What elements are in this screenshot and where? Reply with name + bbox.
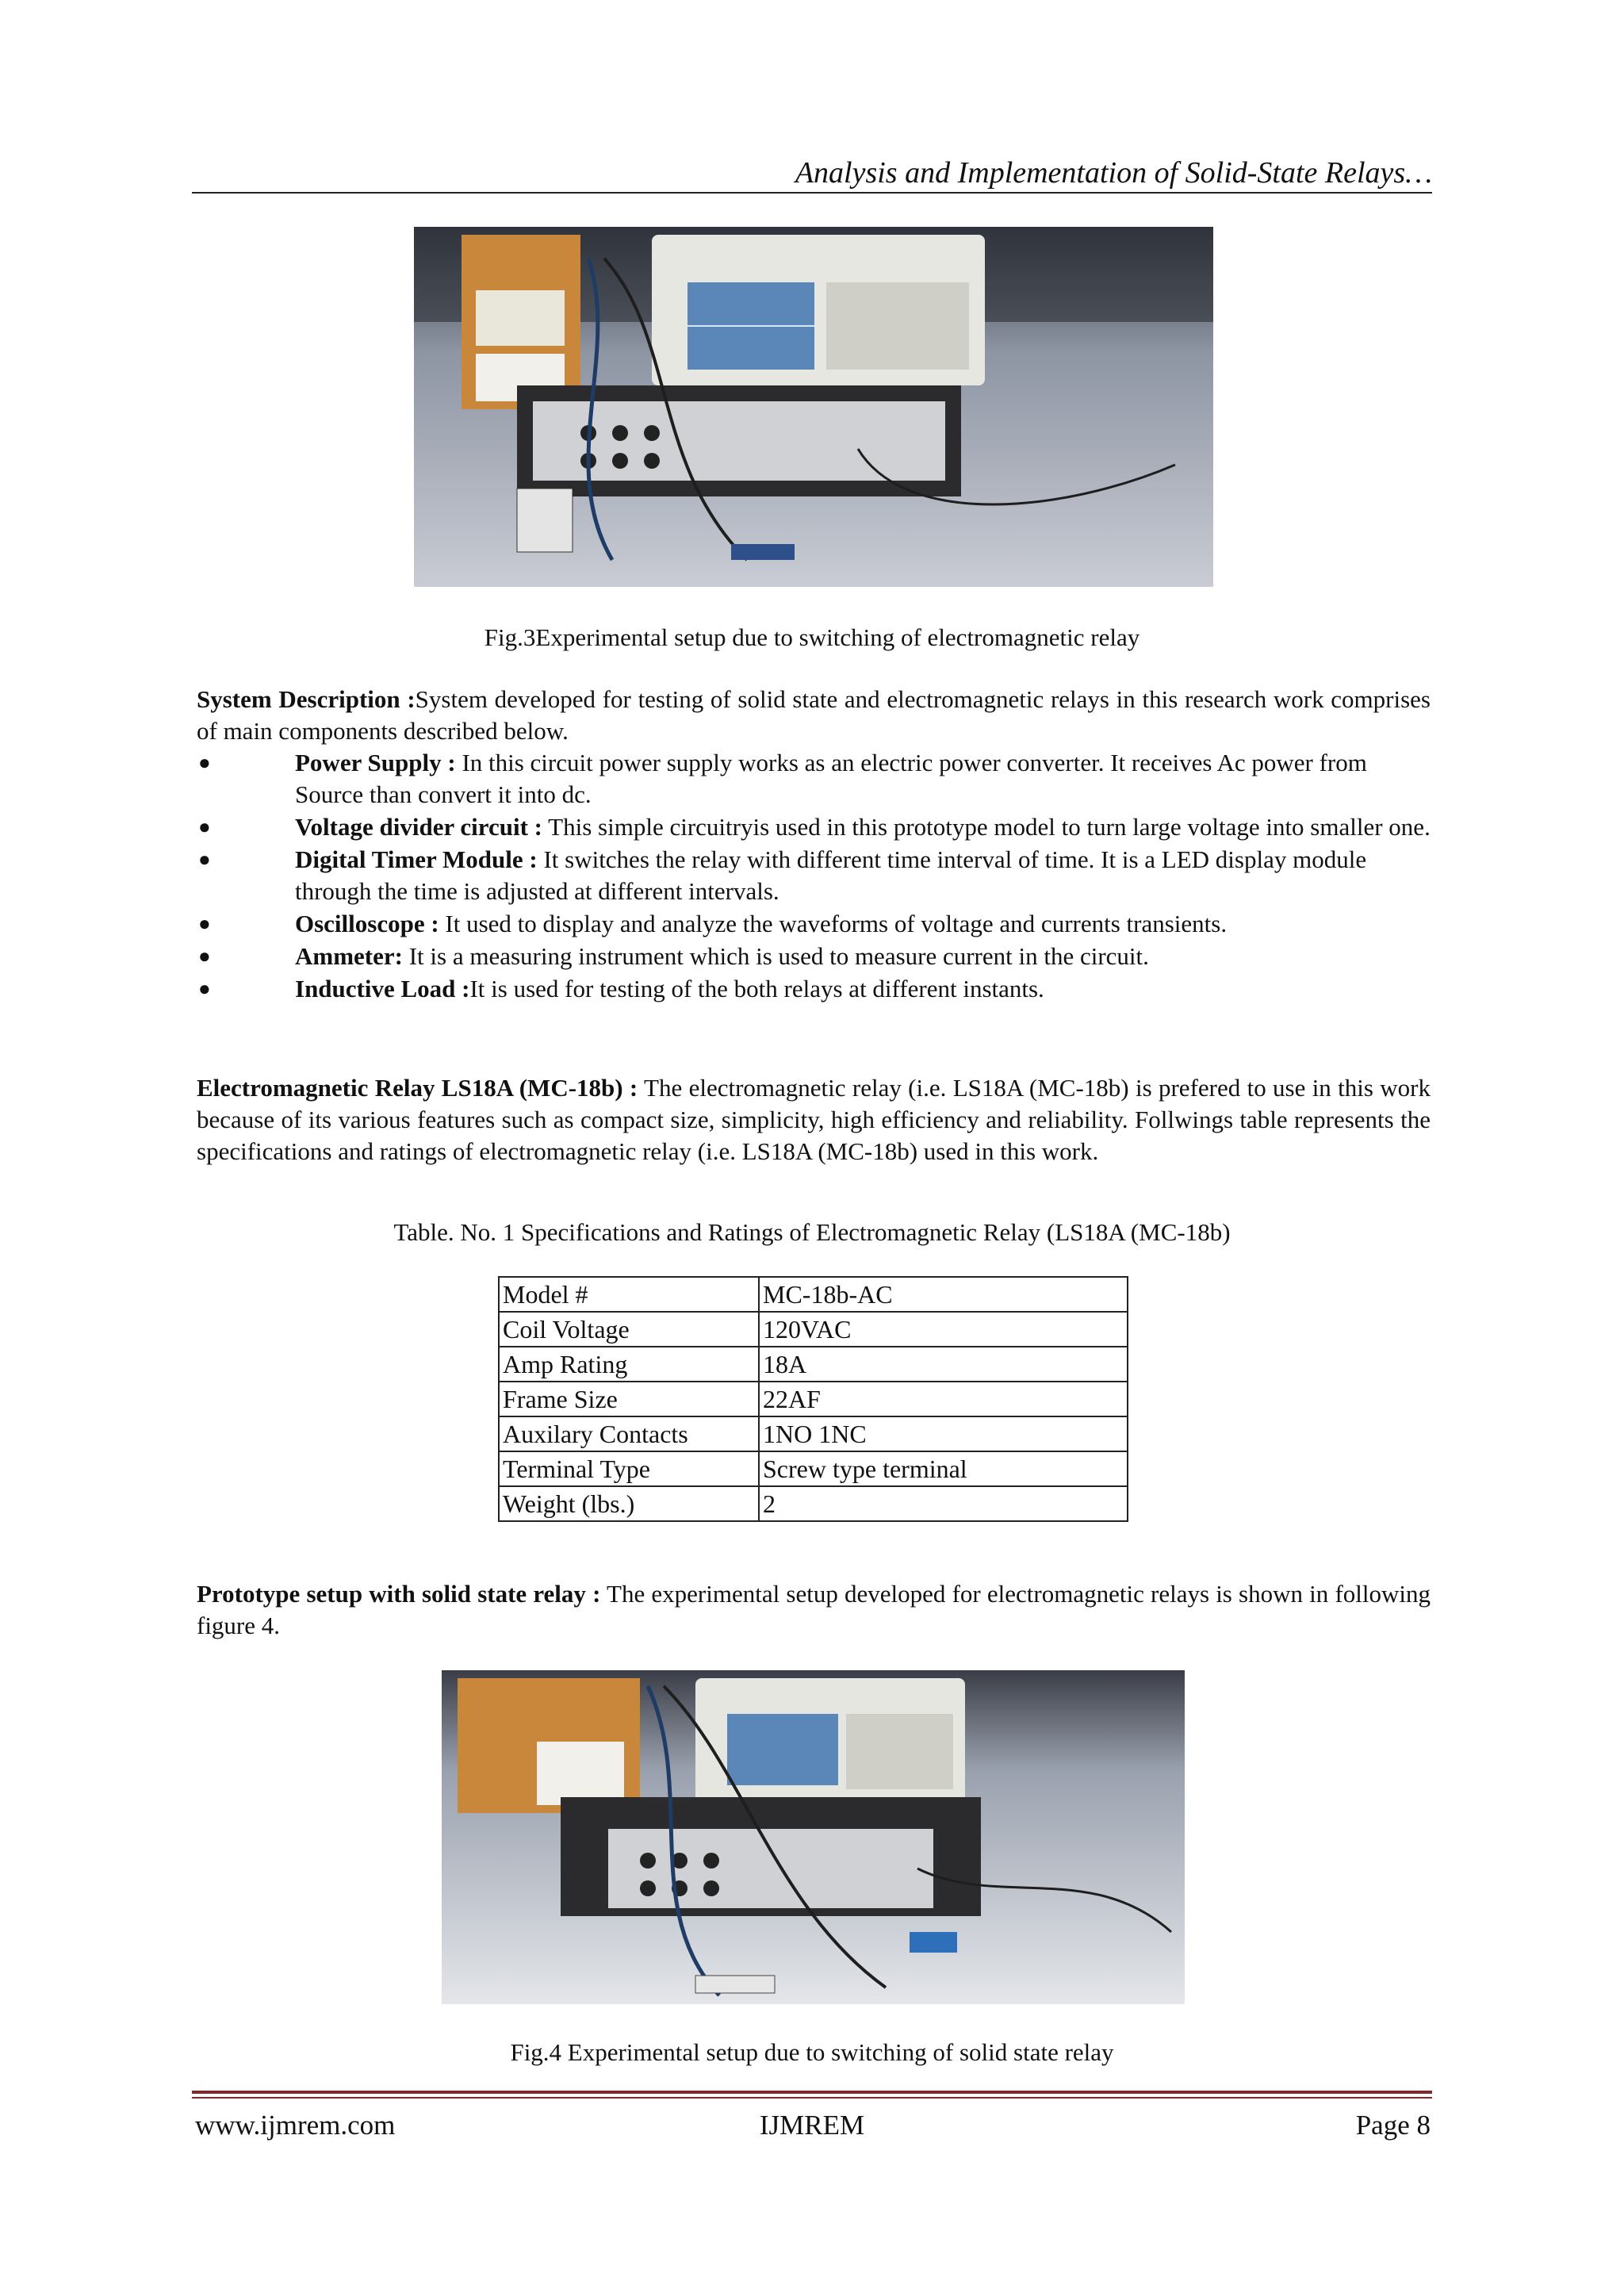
fig3-photo-illustration	[414, 227, 1213, 587]
system-description-text: System developed for testing of solid state and electromagnetic relays in this research work comprises of main components described below.	[197, 685, 1431, 745]
table-cell-key: Terminal Type	[499, 1451, 759, 1486]
table-cell-value: MC-18b-AC	[759, 1277, 1128, 1312]
list-item-text: It is a measuring instrument which is used to measure current in the circuit.	[402, 942, 1149, 970]
fig4-photo-illustration	[442, 1670, 1185, 2004]
prototype-paragraph	[197, 1578, 1431, 1642]
prototype-text: The experimental setup developed for electromagnetic relays is shown in following figure 4.	[197, 1580, 1431, 1639]
table-cell-value: 1NO 1NC	[759, 1416, 1128, 1451]
table-cell-key: Coil Voltage	[499, 1312, 759, 1347]
footer-journal: IJMREM	[759, 2110, 865, 2141]
table-cell-value: 22AF	[759, 1382, 1128, 1416]
bullet-icon: ●	[198, 815, 211, 838]
list-item-term: Voltage divider circuit :	[295, 813, 542, 841]
bullet-icon: ●	[198, 912, 211, 935]
electromagnetic-relay-paragraph	[197, 1072, 1431, 1167]
fig3-caption: Fig.3Experimental setup due to switching of electromagnetic relay	[484, 623, 1140, 651]
list-item	[197, 941, 1431, 972]
list-item-term: Digital Timer Module :	[295, 845, 538, 873]
bullet-icon: ●	[198, 977, 211, 1000]
electromagnetic-relay-text: The electromagnetic relay (i.e. LS18A (MC-18b) is prefered to use in this work because of its various features such as compact size, simplicity, high efficiency and reliability. Follwings table represents the specifications and ratings of electromagnetic relay (i.e. LS18A (MC-18b) used in this work.	[197, 1074, 1431, 1165]
list-item-text: It used to display and analyze the waveforms of voltage and currents transients.	[439, 910, 1228, 937]
table-caption: Table. No. 1 Specifications and Ratings of Electromagnetic Relay (LS18A (MC-18b)	[393, 1218, 1231, 1246]
footer-rule-thick	[192, 2091, 1432, 2094]
table-row	[499, 1312, 1128, 1347]
table-row	[499, 1347, 1128, 1382]
system-description-heading: System Description :	[197, 685, 416, 713]
list-item-text: It is used for testing of the both relays at different instants.	[469, 975, 1044, 1002]
footer-website: www.ijmrem.com	[195, 2110, 396, 2141]
bullet-icon: ●	[198, 945, 211, 968]
table-cell-key: Frame Size	[499, 1382, 759, 1416]
list-item	[197, 747, 1431, 811]
specifications-table	[498, 1276, 1128, 1522]
list-item-text: In this circuit power supply works as an electric power converter. It receives Ac power from Source than convert it into dc.	[295, 749, 1367, 808]
component-list	[197, 747, 1431, 1006]
table-cell-key: Amp Rating	[499, 1347, 759, 1382]
header-rule	[192, 192, 1432, 194]
table-cell-key: Model #	[499, 1277, 759, 1312]
table-row	[499, 1486, 1128, 1521]
table-cell-key: Auxilary Contacts	[499, 1416, 759, 1451]
table-row	[499, 1451, 1128, 1486]
list-item	[197, 811, 1431, 843]
table-row	[499, 1277, 1128, 1312]
system-description-paragraph	[197, 684, 1431, 747]
bullet-icon: ●	[198, 848, 211, 871]
table-cell-value: Screw type terminal	[759, 1451, 1128, 1486]
table-row	[499, 1416, 1128, 1451]
table-cell-value: 2	[759, 1486, 1128, 1521]
bullet-icon: ●	[198, 751, 211, 774]
list-item-term: Oscilloscope :	[295, 910, 439, 937]
table-cell-key: Weight (lbs.)	[499, 1486, 759, 1521]
list-item-term: Inductive Load :	[295, 975, 470, 1002]
fig3-photo	[414, 227, 1213, 587]
table-row	[499, 1382, 1128, 1416]
table-cell-value: 120VAC	[759, 1312, 1128, 1347]
list-item	[197, 973, 1431, 1005]
footer-page-number: Page 8	[1355, 2110, 1431, 2141]
list-item	[197, 844, 1431, 907]
list-item-term: Power Supply :	[295, 749, 456, 776]
list-item	[197, 908, 1431, 940]
list-item-term: Ammeter:	[295, 942, 403, 970]
list-item-text: This simple circuitryis used in this prototype model to turn large voltage into smaller one.	[542, 813, 1431, 841]
electromagnetic-relay-heading: Electromagnetic Relay LS18A (MC-18b) :	[197, 1074, 638, 1102]
fig4-photo	[442, 1670, 1185, 2004]
fig4-caption: Fig.4 Experimental setup due to switching of solid state relay	[510, 2038, 1114, 2066]
running-title: Analysis and Implementation of Solid-State Relays…	[795, 156, 1432, 190]
prototype-heading: Prototype setup with solid state relay :	[197, 1580, 601, 1608]
table-cell-value: 18A	[759, 1347, 1128, 1382]
list-item-text: It switches the relay with different time interval of time. It is a LED display module through the time is adjusted at different intervals.	[295, 845, 1367, 905]
footer-rule-thin	[192, 2097, 1432, 2099]
